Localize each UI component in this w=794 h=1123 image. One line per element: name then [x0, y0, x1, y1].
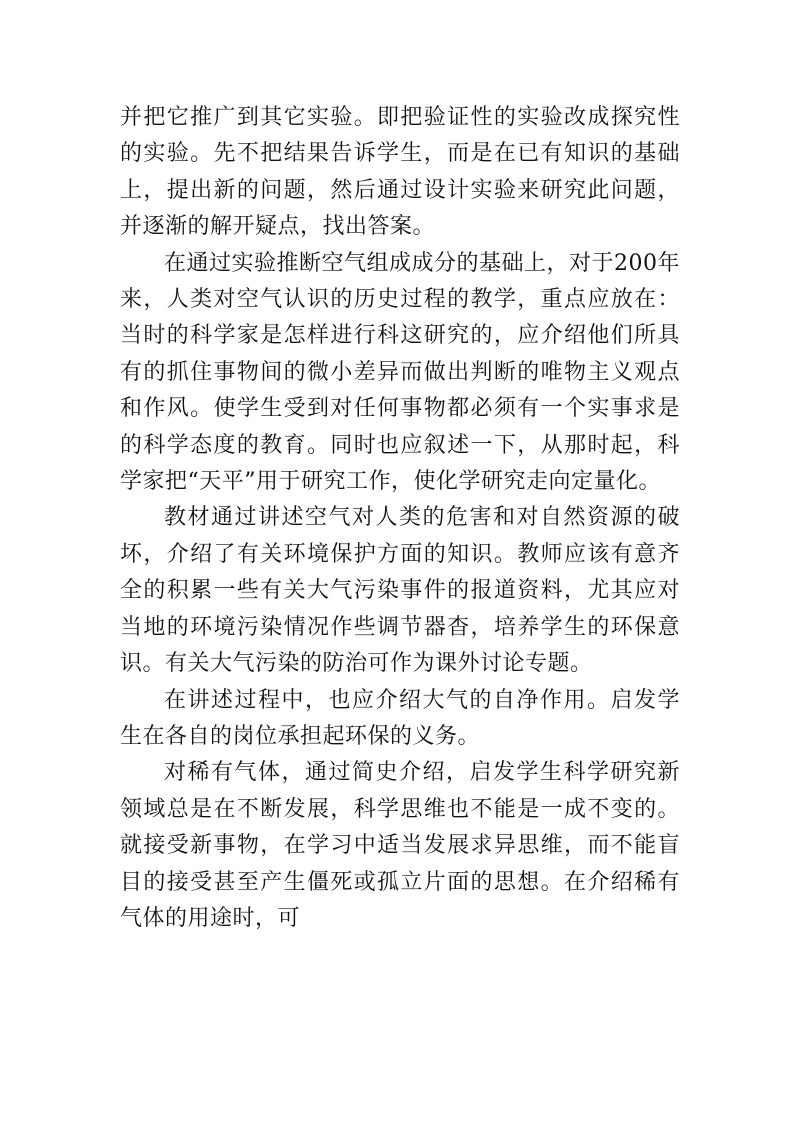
- document-body: [120, 100, 680, 937]
- paragraph-3: 教材通过讲述空气对人类的危害和对自然资源的破坏，介绍了有关环境保护方面的知识。教师应该有意齐全的积累一些有关大气污染事件的报道资料，尤其应对当地的环境污染情况作些调节器杳，培养学生的环保意识。有关大气污染的防治可作为课外讨论专题。: [120, 505, 680, 677]
- paragraph-2: 在通过实验推断空气组成成分的基础上，对于200年来，人类对空气认识的历史过程的教学，重点应放在：当时的科学家是怎样进行科这研究的，应介绍他们所具有的抓住事物间的微小差异而做出判断的唯物主义观点和作风。使学生受到对任何事物都必须有一个实事求是的科学态度的教育。同时也应叙述一下，从那时起，科学家把“天平”用于研究工作，使化学研究走向定量化。: [120, 250, 680, 495]
- paragraph-4: 在讲述过程中，也应介绍大气的自净作用。启发学生在各自的岗位承担起环保的义务。: [120, 687, 680, 749]
- paragraph-1: 并把它推广到其它实验。即把验证性的实验改成探究性的实验。先不把结果告诉学生，而是在已有知识的基础上，提出新的问题，然后通过设计实验来研究此问题，并逐渐的解开疑点，找出答案。: [120, 105, 680, 240]
- paragraph-5: 对稀有气体，通过简史介绍，启发学生科学研究新领域总是在不断发展，科学思维也不能是一成不变的。就接受新事物，在学习中适当发展求异思维，而不能盲目的接受甚至产生僵死或孤立片面的思想。在介绍稀有气体的用途时，可: [120, 760, 680, 931]
